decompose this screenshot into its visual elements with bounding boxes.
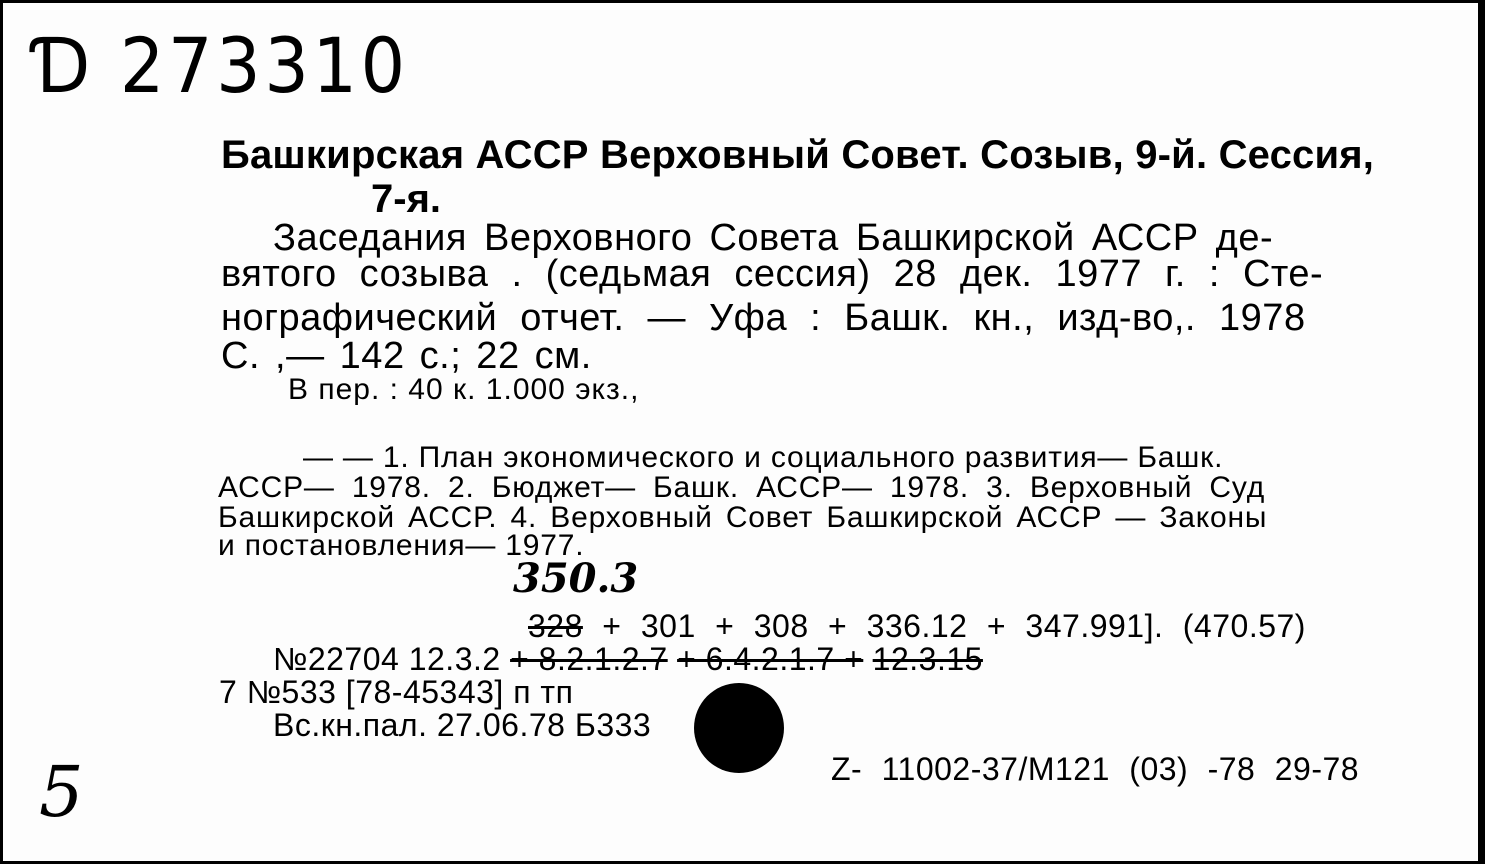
heading-line-1: Башкирская АССР Верховный Совет. Созыв, 9-й. Сессия, [221, 133, 1375, 177]
handwritten-correction: 350.3 [513, 555, 639, 602]
classification-struck-code: 328 [528, 608, 583, 644]
book-chamber-line: Вс.кн.пал. 27.06.78 Б333 [273, 707, 652, 743]
heading-line-2: 7-я. [371, 177, 442, 221]
description-line-3: нографический отчет. — Уфа : Башк. кн., изд-во,. 1978 [221, 297, 1306, 339]
description-line-4: С. ,— 142 с.; 22 см. [221, 335, 592, 377]
description-line-2: вятого созыва . (седьмая сессия) 28 дек. 1977 г. : Сте- [221, 253, 1324, 295]
registration-line [273, 641, 983, 678]
description-line-1: Заседания Верховного Совета Башкирской АССР де- [273, 217, 1274, 259]
subjects-line-3: Башкирской АССР. 4. Верховный Совет Башкирской АССР — Законы [218, 501, 1268, 534]
price-line: В пер. : 40 к. 1.000 экз., [288, 373, 640, 406]
classification-line [528, 608, 1306, 645]
subjects-line-4: и постановления— 1977. [218, 529, 585, 562]
struck-code-a: + 8.2.1.2.7 [510, 641, 668, 677]
index-line: 7 №533 [78-45343] п тп [219, 674, 574, 710]
registration-number: №22704 12.3.2 [273, 641, 501, 677]
classification-codes: + 301 + 308 + 336.12 + 347.991]. (470.57) [602, 608, 1306, 644]
handwritten-call-number: Ɗ 273310 [33, 21, 409, 110]
subjects-line-1: — — 1. План экономического и социального развития— Башк. [303, 441, 1224, 474]
publication-code-line: Z- 11002-37/М121 (03) -78 29-78 [831, 751, 1360, 787]
struck-code-b: + 6.4.2.1.7 + [677, 641, 864, 677]
struck-code-c: 12.3.15 [872, 641, 983, 677]
punch-hole [694, 683, 784, 773]
handwritten-shelf-digit: 5 [39, 751, 84, 833]
subjects-line-2: АССР— 1978. 2. Бюджет— Башк. АССР— 1978. 3. Верховный Суд [218, 471, 1265, 504]
card-heading [221, 133, 1391, 221]
